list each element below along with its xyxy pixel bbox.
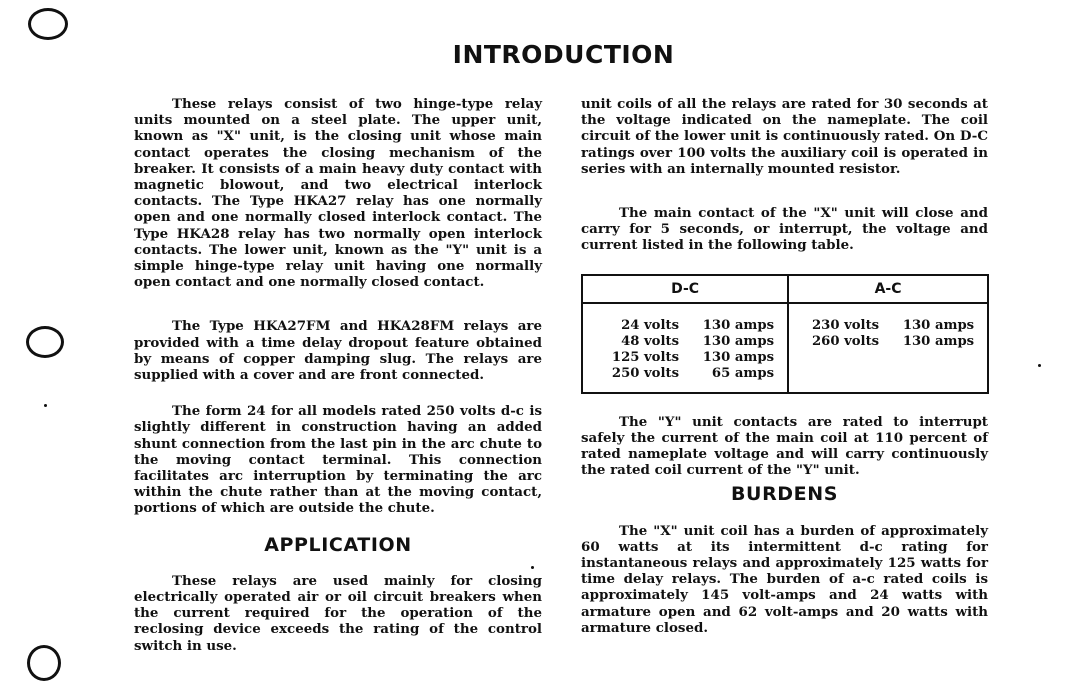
table-header-ac: A-C bbox=[788, 275, 988, 303]
binder-hole-middle bbox=[26, 326, 64, 358]
dc-amps: 130 amps bbox=[702, 349, 774, 365]
table-header-dc: D-C bbox=[582, 275, 788, 303]
table-row bbox=[599, 318, 781, 334]
ac-amps: 130 amps bbox=[902, 333, 975, 349]
scan-speck bbox=[1038, 364, 1041, 367]
ac-amps: 130 amps bbox=[902, 317, 975, 333]
burdens-paragraph: The "X" unit coil has a burden of approximately 60 watts at its intermittent d-c rating for instantaneous relays and approximately 125 watts for time delay relays. The burden of a-c rated coils is approximately 145 volt-amps and 24 watts with armature open and 62 volt-amps and 20 watts with armature closed. bbox=[581, 522, 988, 636]
table-row bbox=[599, 350, 781, 366]
dc-volts: 125 volts bbox=[611, 349, 679, 365]
dc-volts: 48 volts bbox=[621, 333, 679, 349]
ac-volts: 260 volts bbox=[811, 333, 880, 349]
table-row bbox=[799, 334, 981, 350]
continued-paragraph: unit coils of all the relays are rated for 30 seconds at the voltage indicated on the nameplate. The coil circuit of the lower unit is continuously rated. On D-C ratings over 100 volts the auxiliary coil is operated in series with an internally mounted resistor. bbox=[581, 96, 988, 177]
dc-amps: 130 amps bbox=[702, 317, 774, 333]
intro-paragraph-3: The form 24 for all models rated 250 volts d-c is slightly different in construction having an added shunt connection from the last pin in the arc chute to the moving contact terminal. This connection facilitates arc interruption by terminating the arc within the chute rather than at the moving contact, portions of which are outside the chute. bbox=[134, 403, 542, 517]
application-heading: APPLICATION bbox=[264, 533, 412, 556]
table-row bbox=[799, 318, 981, 334]
dc-amps: 65 amps bbox=[711, 365, 774, 381]
burdens-heading: BURDENS bbox=[730, 483, 839, 506]
scan-speck bbox=[44, 404, 47, 407]
right-column bbox=[581, 96, 988, 636]
page-title: INTRODUCTION bbox=[452, 40, 675, 69]
dc-volts: 250 volts bbox=[611, 365, 679, 381]
contact-ratings-table bbox=[581, 274, 989, 394]
left-column bbox=[134, 96, 542, 654]
application-paragraph: These relays are used mainly for closing electrically operated air or oil circuit breakers when the current required for the operation of the reclosing device exceeds the rating of the control switch in use. bbox=[134, 572, 542, 654]
dc-amps: 130 amps bbox=[702, 333, 774, 349]
table-row bbox=[599, 366, 781, 382]
intro-paragraph-2: The Type HKA27FM and HKA28FM relays are provided with a time delay dropout feature obtained by means of copper damping slug. The relays are supplied with a cover and are front connected. bbox=[134, 318, 542, 384]
table-row bbox=[599, 334, 781, 350]
ac-volts: 230 volts bbox=[811, 317, 880, 333]
binder-hole-bottom bbox=[27, 645, 61, 681]
table-intro-paragraph: The main contact of the "X" unit will close and carry for 5 seconds, or interrupt, the voltage and current listed in the following table. bbox=[581, 205, 988, 254]
intro-paragraph-1: These relays consist of two hinge-type relay units mounted on a steel plate. The upper unit, known as "X" unit, is the closing unit whose main contact operates the closing mechanism of the breaker. It consists of a main heavy duty contact with magnetic blowout, and two electrical interlock contacts. The Type HKA27 relay has one normally open and one normally closed interlock contact. The Type HKA28 relay has two normally open interlock contacts. The lower unit, known as the "Y" unit is a simple hinge-type relay unit having one normally open contact and one normally closed contact. bbox=[134, 96, 542, 291]
y-unit-paragraph: The "Y" unit contacts are rated to interrupt safely the current of the main coil at 110 percent of rated nameplate voltage and will carry continuously the rated coil current of the "Y" unit. bbox=[581, 413, 988, 479]
dc-ratings-cell bbox=[582, 303, 788, 393]
dc-volts: 24 volts bbox=[621, 317, 679, 333]
binder-hole-top bbox=[28, 8, 68, 40]
ac-ratings-cell bbox=[788, 303, 988, 393]
